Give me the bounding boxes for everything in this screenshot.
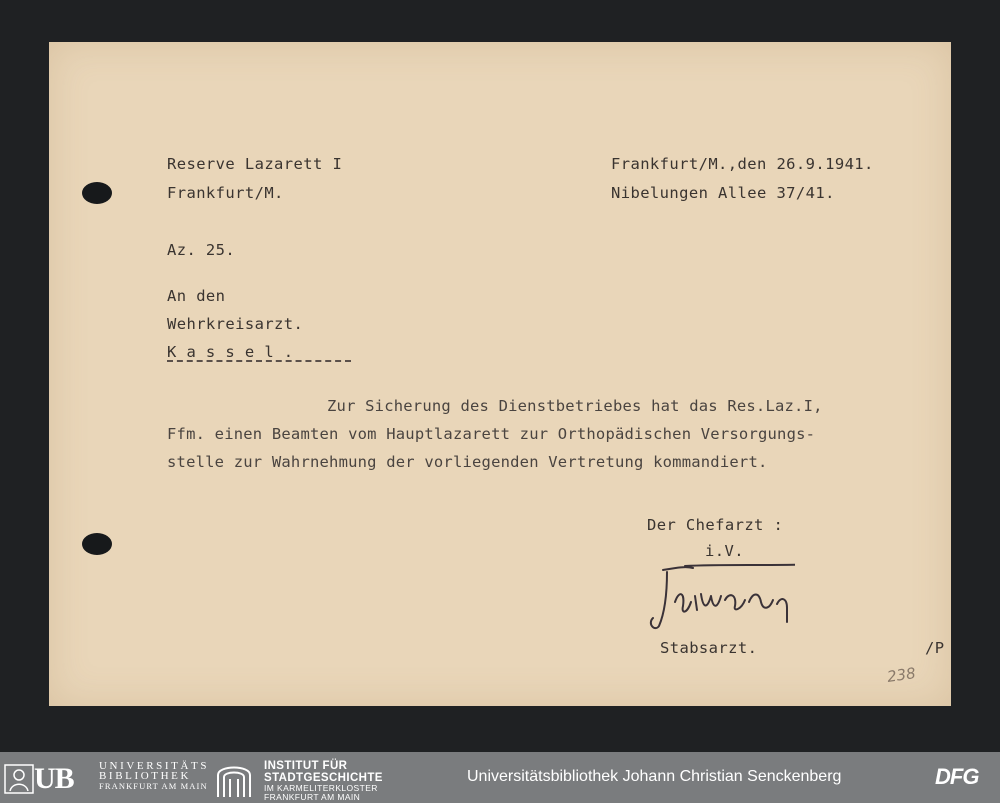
closing-iv: i.V.	[705, 542, 744, 560]
library-title[interactable]: Universitätsbibliothek Johann Christian Senckenberg	[467, 768, 842, 785]
isg-line-2: STADTGESCHICHTE	[264, 772, 383, 784]
ub-logo[interactable]	[4, 760, 210, 798]
closing-title: Der Chefarzt :	[647, 516, 784, 534]
ub-seal-icon	[4, 764, 34, 794]
recipient-city: K a s s e l .	[167, 343, 294, 361]
body-line-3: stelle zur Wahrnehmung der vorliegenden Vertretung kommandiert.	[167, 453, 768, 471]
sender-city: Frankfurt/M.	[167, 184, 284, 202]
punch-hole-bottom	[82, 533, 112, 555]
letter-page	[49, 42, 951, 706]
ub-line-1: UNIVERSITÄTS	[99, 760, 210, 772]
reference-number: Az. 25.	[167, 241, 236, 259]
body-line-1: Zur Sicherung des Dienstbetriebes hat das Res.Laz.I,	[327, 397, 823, 415]
isg-line-4: FRANKFURT AM MAIN	[264, 792, 361, 802]
ub-line-3: FRANKFURT AM MAIN	[99, 781, 208, 791]
body-line-2: Ffm. einen Beamten vom Hauptlazarett zur Orthopädischen Versorgungs-	[167, 425, 816, 443]
typist-mark: /P	[925, 639, 945, 657]
isg-logo[interactable]	[214, 759, 444, 802]
signer-rank: Stabsarzt.	[660, 639, 758, 657]
sender-address: Nibelungen Allee 37/41.	[611, 184, 835, 202]
isg-line-3: IM KARMELITERKLOSTER	[264, 783, 378, 793]
place-and-date: Frankfurt/M.,den 26.9.1941.	[611, 155, 874, 173]
recipient-salutation: An den	[167, 287, 226, 305]
recipient-title: Wehrkreisarzt.	[167, 315, 304, 333]
archive-pencil-number: 238	[885, 664, 917, 686]
isg-line-1: INSTITUT FÜR	[264, 760, 348, 772]
isg-wordmark	[264, 760, 383, 802]
isg-arch-icon	[214, 759, 254, 799]
viewer-footer	[0, 752, 1000, 803]
recipient-city-underline	[167, 360, 351, 362]
ub-wordmark	[99, 761, 209, 791]
sender-name: Reserve Lazarett I	[167, 155, 343, 173]
punch-hole-top	[82, 182, 112, 204]
dfg-logo[interactable]: DFG	[935, 764, 979, 789]
ub-letters: UB	[34, 762, 74, 795]
ub-line-2: BIBLIOTHEK	[99, 770, 191, 782]
handwritten-signature	[645, 562, 795, 642]
